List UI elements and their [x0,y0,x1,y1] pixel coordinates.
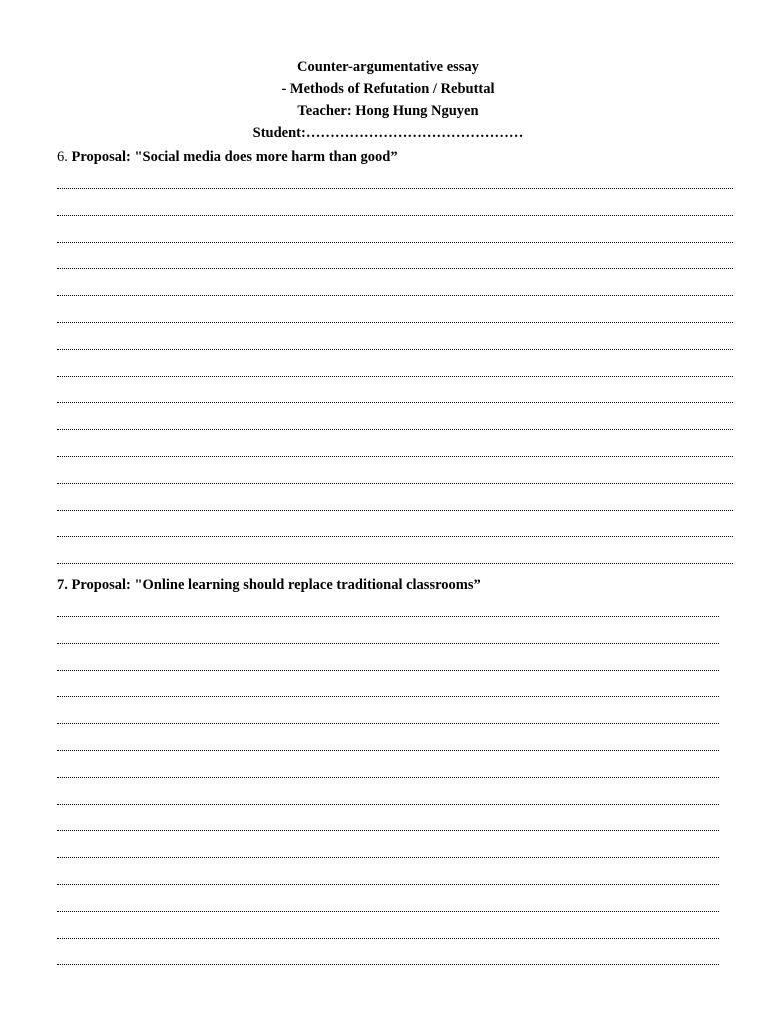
question-7-number: 7. [57,577,68,593]
answer-line[interactable] [57,604,719,617]
answer-line[interactable] [57,631,719,644]
answer-line[interactable] [57,498,733,511]
worksheet-title: Counter-argumentative essay [297,59,479,75]
answer-line[interactable] [57,203,733,216]
answer-line[interactable] [57,872,719,885]
answer-line[interactable] [57,684,719,697]
question-6-proposal: Proposal: "Social media does more harm than good” [71,149,398,165]
answer-line[interactable] [57,845,719,858]
answer-line[interactable] [57,230,733,243]
question-6-number: 6. [57,149,68,165]
worksheet-subtitle: - Methods of Refutation / Rebuttal [281,81,495,97]
answer-line[interactable] [57,952,719,965]
answer-line[interactable] [57,738,719,751]
answer-line[interactable] [57,926,719,939]
answer-line[interactable] [57,283,733,296]
answer-line[interactable] [57,711,719,724]
answer-line[interactable] [57,792,719,805]
answer-line[interactable] [57,417,733,430]
question-6-heading [57,148,398,166]
answer-line[interactable] [57,471,733,484]
answer-line[interactable] [57,310,733,323]
question-7-proposal: Proposal: "Online learning should replace traditional classrooms” [71,577,481,593]
answer-line[interactable] [57,364,733,377]
answer-line[interactable] [57,658,719,671]
question-7-heading [57,576,481,594]
teacher-name: Teacher: Hong Hung Nguyen [297,103,479,119]
answer-line[interactable] [57,337,733,350]
answer-line[interactable] [57,818,719,831]
answer-line[interactable] [57,390,733,403]
answer-line[interactable] [57,524,733,537]
answer-line[interactable] [57,551,733,564]
answer-line[interactable] [57,765,719,778]
student-name-field[interactable]: Student:……………………………………… [252,125,524,141]
answer-line[interactable] [57,176,733,189]
answer-line[interactable] [57,256,733,269]
answer-line[interactable] [57,899,719,912]
answer-line[interactable] [57,444,733,457]
